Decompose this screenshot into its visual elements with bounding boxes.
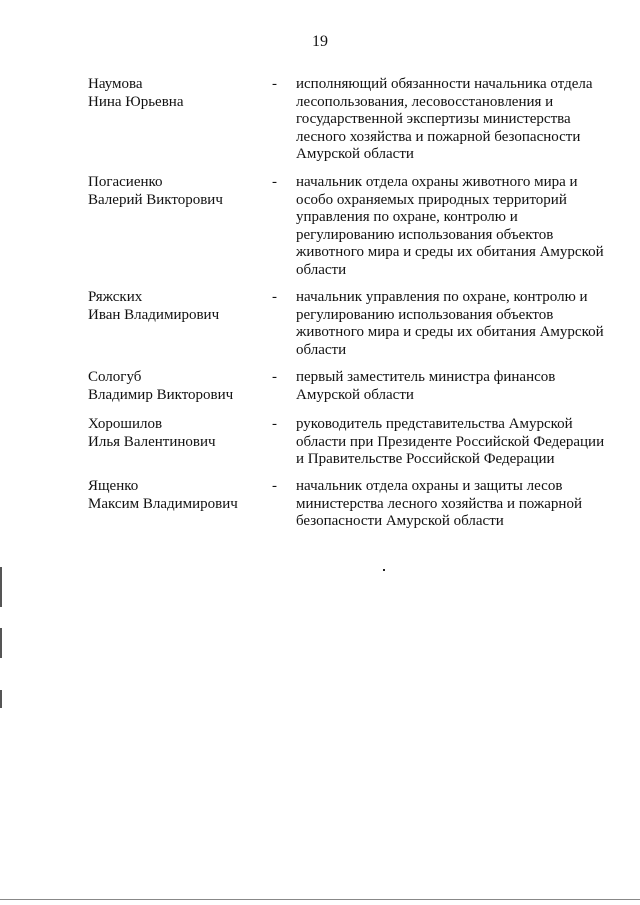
person-name	[88, 289, 263, 324]
position-line: животного мира и среды их обитания Амурской	[296, 324, 604, 340]
position-line: и Правительстве Российской Федерации	[296, 451, 555, 467]
position-line: управления по охране, контролю и	[296, 209, 518, 225]
separator-dash: -	[272, 289, 277, 305]
given-names: Владимир Викторович	[88, 386, 234, 403]
position-line: особо охраняемых природных территорий	[296, 191, 567, 208]
surname: Сологуб	[88, 369, 142, 385]
position-description	[296, 76, 616, 164]
position-line: начальник отдела охраны и защиты лесов	[296, 478, 563, 494]
position-description	[296, 289, 616, 359]
position-line: животного мира и среды их обитания Амурской	[296, 244, 604, 260]
separator-dash: -	[272, 478, 277, 494]
position-line: области	[296, 341, 347, 358]
position-line: регулированию использования объектов	[296, 226, 554, 243]
position-line: лесопользования, лесовосстановления и	[296, 93, 554, 110]
surname: Погасиенко	[88, 174, 163, 190]
position-description	[296, 369, 616, 404]
scan-edge-mark	[0, 567, 2, 607]
surname: Хорошилов	[88, 416, 163, 432]
separator-dash: -	[272, 369, 277, 385]
given-names: Валерий Викторович	[88, 191, 223, 208]
position-line: Амурской области	[296, 386, 414, 403]
separator-dash: -	[272, 174, 277, 190]
scan-edge-mark	[0, 628, 2, 658]
page-number: 19	[312, 33, 328, 50]
position-description	[296, 174, 616, 279]
position-line: регулированию использования объектов	[296, 306, 554, 323]
given-names: Максим Владимирович	[88, 495, 238, 512]
position-line: государственной экспертизы министерства	[296, 111, 571, 127]
position-line: Амурской области	[296, 146, 414, 162]
position-description	[296, 478, 616, 531]
position-line: области при Президенте Российской Федерации	[296, 433, 605, 450]
given-names: Нина Юрьевна	[88, 93, 184, 110]
position-line: министерства лесного хозяйства и пожарной	[296, 495, 582, 512]
given-names: Иван Владимирович	[88, 306, 220, 323]
separator-dash: -	[272, 416, 277, 432]
surname: Наумова	[88, 76, 143, 92]
scan-bottom-line	[0, 899, 640, 900]
given-names: Илья Валентинович	[88, 433, 216, 450]
position-line: начальник отдела охраны животного мира и	[296, 174, 578, 190]
person-name	[88, 76, 263, 111]
position-description	[296, 416, 616, 469]
surname: Ряжских	[88, 289, 143, 305]
position-line: исполняющий обязанности начальника отдела	[296, 76, 593, 92]
position-line: области	[296, 261, 347, 278]
person-name	[88, 369, 263, 404]
surname: Ященко	[88, 478, 139, 494]
person-name	[88, 478, 263, 513]
position-line: первый заместитель министра финансов	[296, 369, 556, 385]
separator-dash: -	[272, 76, 277, 92]
person-name	[88, 174, 263, 209]
position-line: лесного хозяйства и пожарной безопасности	[296, 128, 581, 145]
person-name	[88, 416, 263, 451]
position-line: безопасности Амурской области	[296, 513, 504, 529]
scan-dot	[383, 569, 385, 571]
position-line: начальник управления по охране, контролю и	[296, 289, 588, 305]
position-line: руководитель представительства Амурской	[296, 416, 573, 432]
scan-edge-mark	[0, 690, 2, 708]
